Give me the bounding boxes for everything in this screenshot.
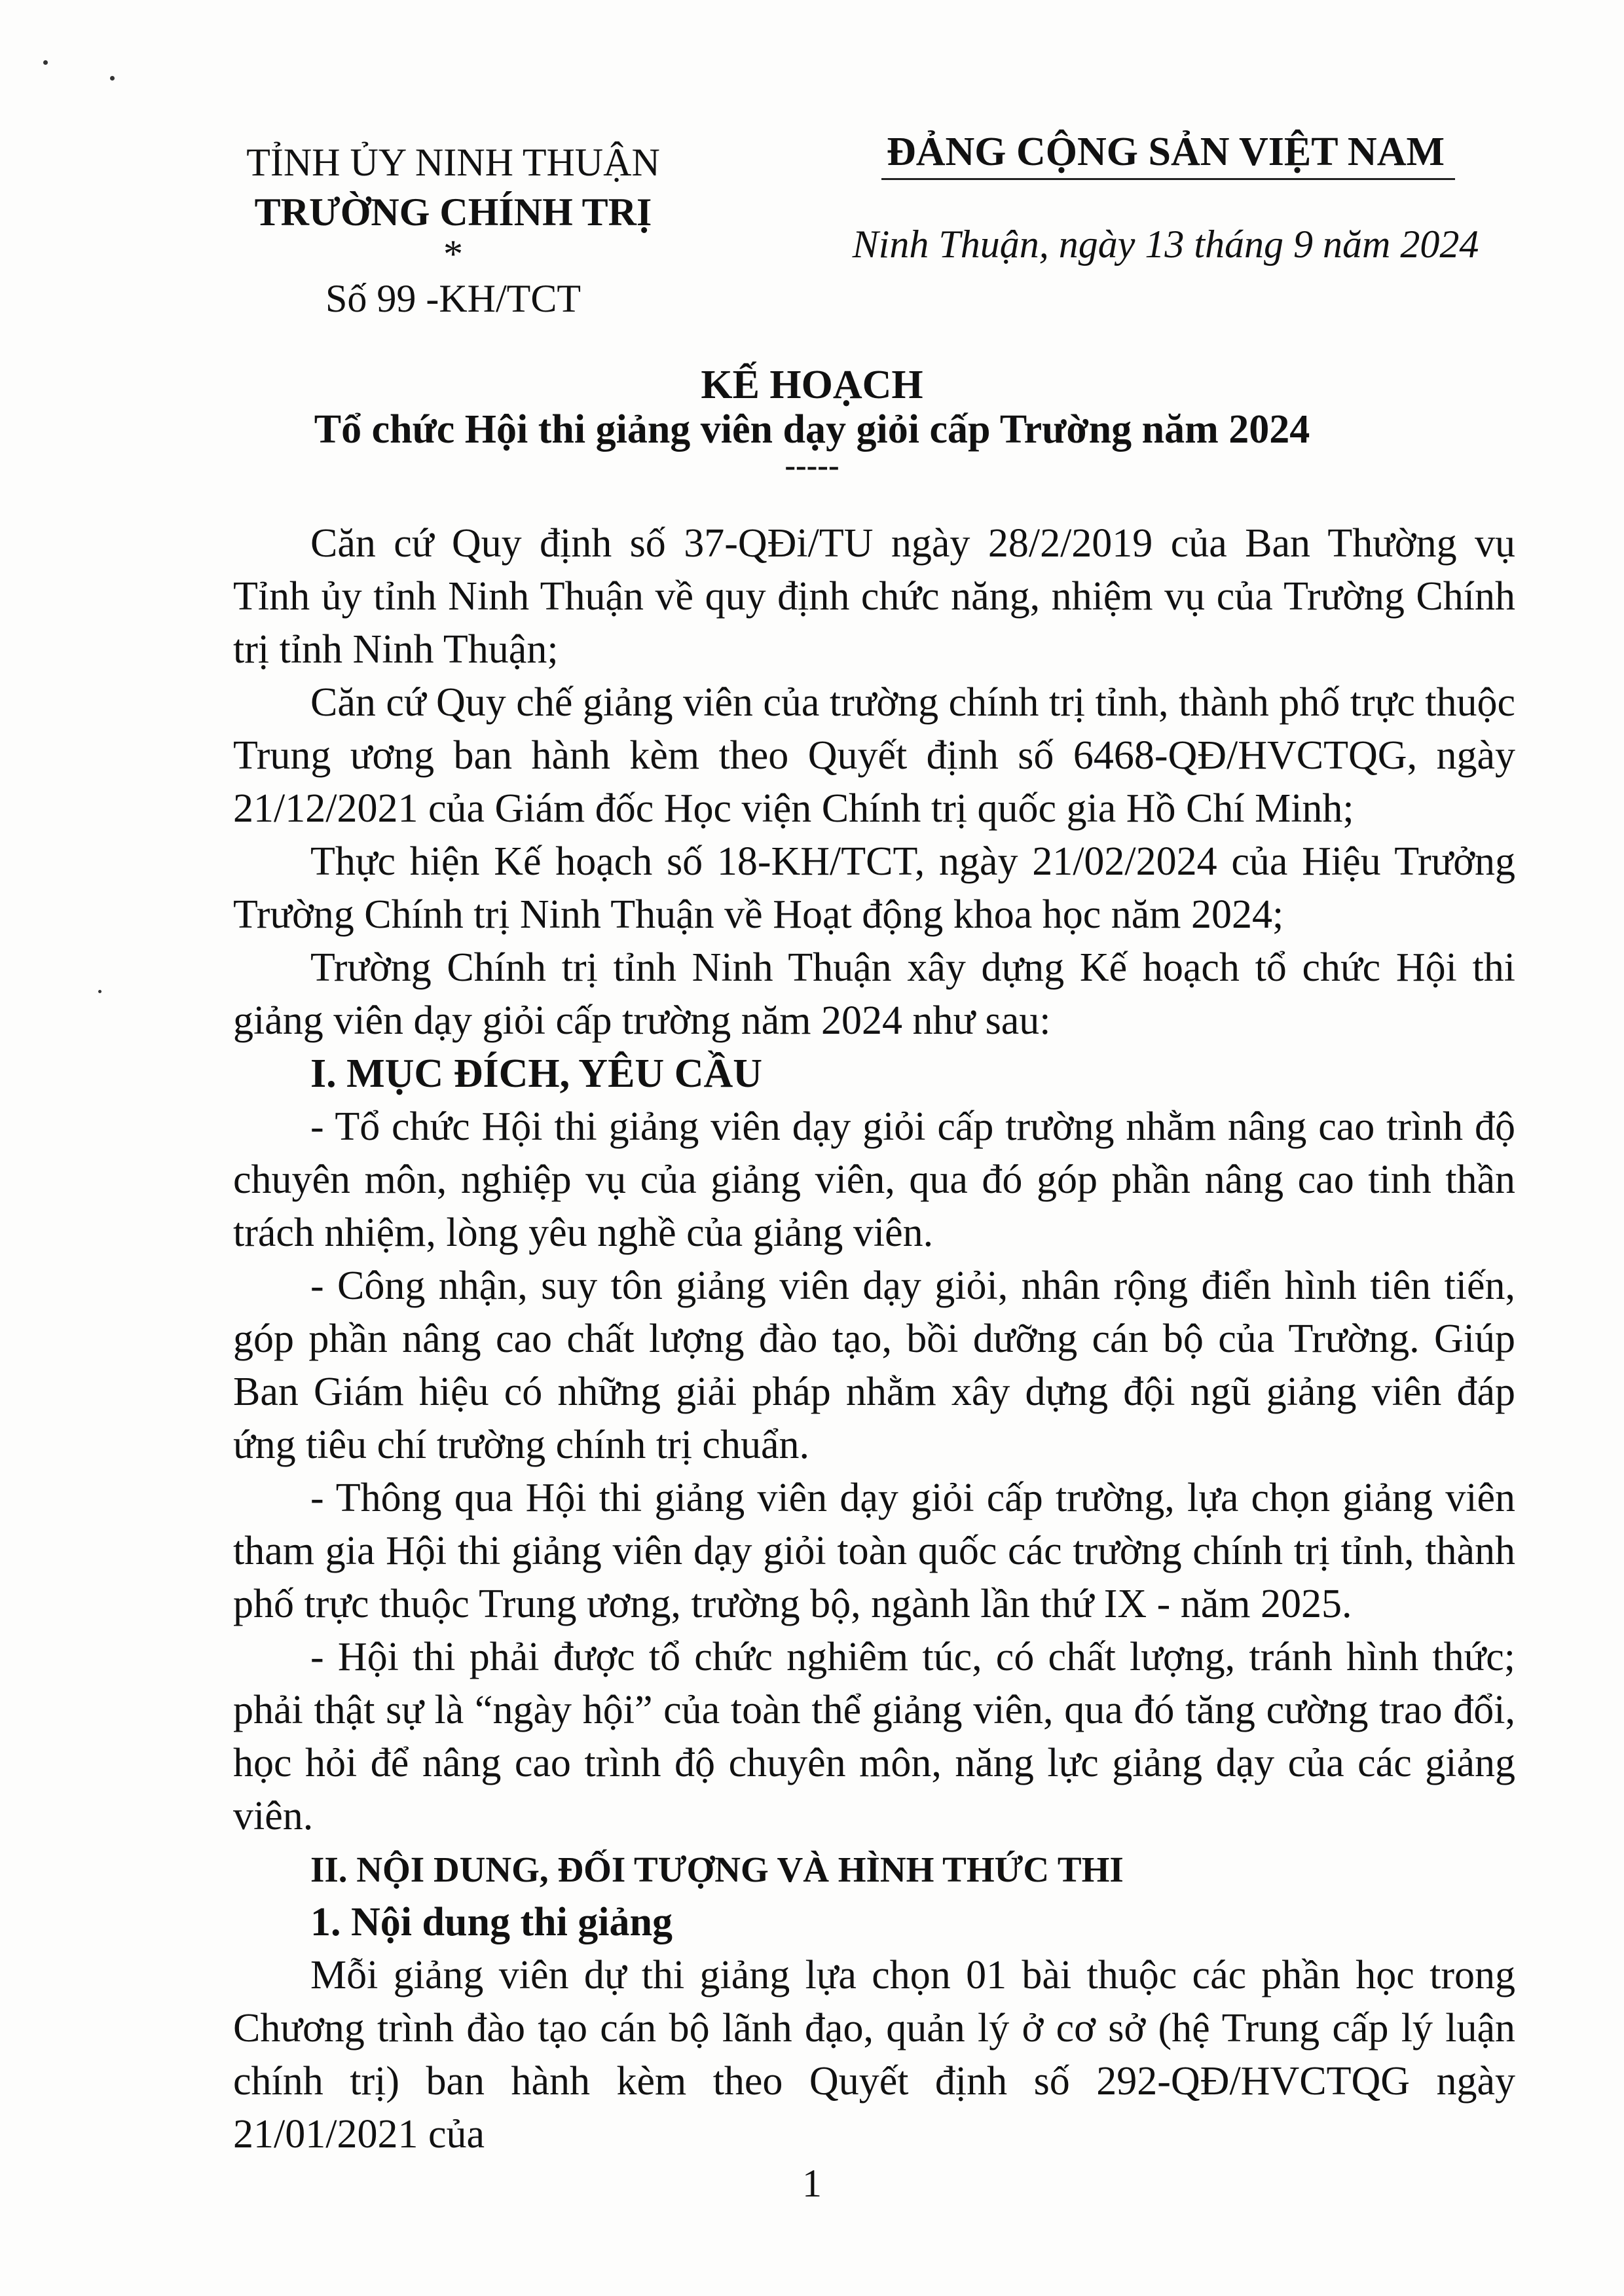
- paragraph-legal-basis-3: Thực hiện Kế hoạch số 18-KH/TCT, ngày 21/02/2024 của Hiệu Trưởng Trường Chính trị Ninh Thuận về Hoạt động khoa học năm 2024;: [233, 839, 1515, 937]
- party-name: ĐẢNG CỘNG SẢN VIỆT NAM: [886, 130, 1445, 174]
- paragraph-intro: Trường Chính trị tỉnh Ninh Thuận xây dựng Kế hoạch tổ chức Hội thi giảng viên dạy giỏi cấp trường năm 2024 như sau:: [233, 945, 1515, 1043]
- document-title: KẾ HOẠCH: [701, 363, 923, 407]
- paragraph-legal-basis-2: Căn cứ Quy chế giảng viên của trường chính trị tỉnh, thành phố trực thuộc Trung ương ban hành kèm theo Quyết định số 6468-QĐ/HVCTQG, ngày 21/12/2021 của Giám đốc Học viện Chính trị quốc gia Hồ Chí Minh;: [233, 680, 1515, 831]
- paragraph-purpose-3: - Thông qua Hội thi giảng viên dạy giỏi cấp trường, lựa chọn giảng viên tham gia Hội thi giảng viên dạy giỏi toàn quốc các trường chính trị tỉnh, thành phố trực thuộc Trung ương, trường bộ, ngành lần thứ IX - năm 2025.: [233, 1476, 1515, 1626]
- page-number: 1: [802, 2162, 822, 2205]
- scan-speck: [43, 60, 48, 65]
- party-name-underline: [881, 178, 1455, 180]
- scan-speck: [98, 990, 101, 993]
- section-heading-content: II. NỘI DUNG, ĐỐI TƯỢNG VÀ HÌNH THỨC THI: [310, 1850, 1124, 1889]
- section-heading-purpose: I. MỤC ĐÍCH, YÊU CẦU: [310, 1051, 763, 1096]
- org-name: TRƯỜNG CHÍNH TRỊ: [254, 191, 652, 234]
- subsection-heading-content: 1. Nội dung thi giảng: [310, 1900, 673, 1944]
- document-subtitle: Tổ chức Hội thi giảng viên dạy giỏi cấp Trường năm 2024: [314, 407, 1310, 452]
- star-mark: *: [443, 232, 463, 276]
- paragraph-purpose-2: - Công nhận, suy tôn giảng viên dạy giỏi, nhân rộng điển hình tiên tiến, góp phần nâng cao chất lượng đào tạo, bồi dưỡng cán bộ của Trường. Giúp Ban Giám hiệu có những giải pháp nhằm xây dựng đội ngũ giảng viên đáp ứng tiêu chí trường chính trị chuẩn.: [233, 1264, 1515, 1467]
- document-body: [233, 517, 1515, 2161]
- document-number: Số 99 -KH/TCT: [325, 277, 581, 320]
- title-separator: -----: [784, 446, 840, 483]
- paragraph-purpose-4: - Hội thi phải được tổ chức nghiêm túc, có chất lượng, tránh hình thức; phải thật sự là “ngày hội” của toàn thể giảng viên, qua đó tăng cường trao đổi, học hỏi để nâng cao trình độ chuyên môn, năng lực giảng dạy của các giảng viên.: [233, 1635, 1515, 1838]
- paragraph-legal-basis-1: Căn cứ Quy định số 37-QĐi/TU ngày 28/2/2019 của Ban Thường vụ Tỉnh ủy tỉnh Ninh Thuận về quy định chức năng, nhiệm vụ của Trường Chính trị tỉnh Ninh Thuận;: [233, 521, 1515, 672]
- scan-speck: [110, 76, 115, 81]
- org-parent-name: TỈNH ỦY NINH THUẬN: [246, 141, 660, 184]
- paragraph-content-1: Mỗi giảng viên dự thi giảng lựa chọn 01 bài thuộc các phần học trong Chương trình đào tạo cán bộ lãnh đạo, quản lý ở cơ sở (hệ Trung cấp lý luận chính trị) ban hành kèm theo Quyết định số 292-QĐ/HVCTQG ngày 21/01/2021 của: [233, 1953, 1515, 2157]
- paragraph-purpose-1: - Tổ chức Hội thi giảng viên dạy giỏi cấp trường nhằm nâng cao trình độ chuyên môn, nghiệp vụ của giảng viên, qua đó góp phần nâng cao tinh thần trách nhiệm, lòng yêu nghề của giảng viên.: [233, 1104, 1515, 1255]
- place-and-date: Ninh Thuận, ngày 13 tháng 9 năm 2024: [852, 223, 1479, 266]
